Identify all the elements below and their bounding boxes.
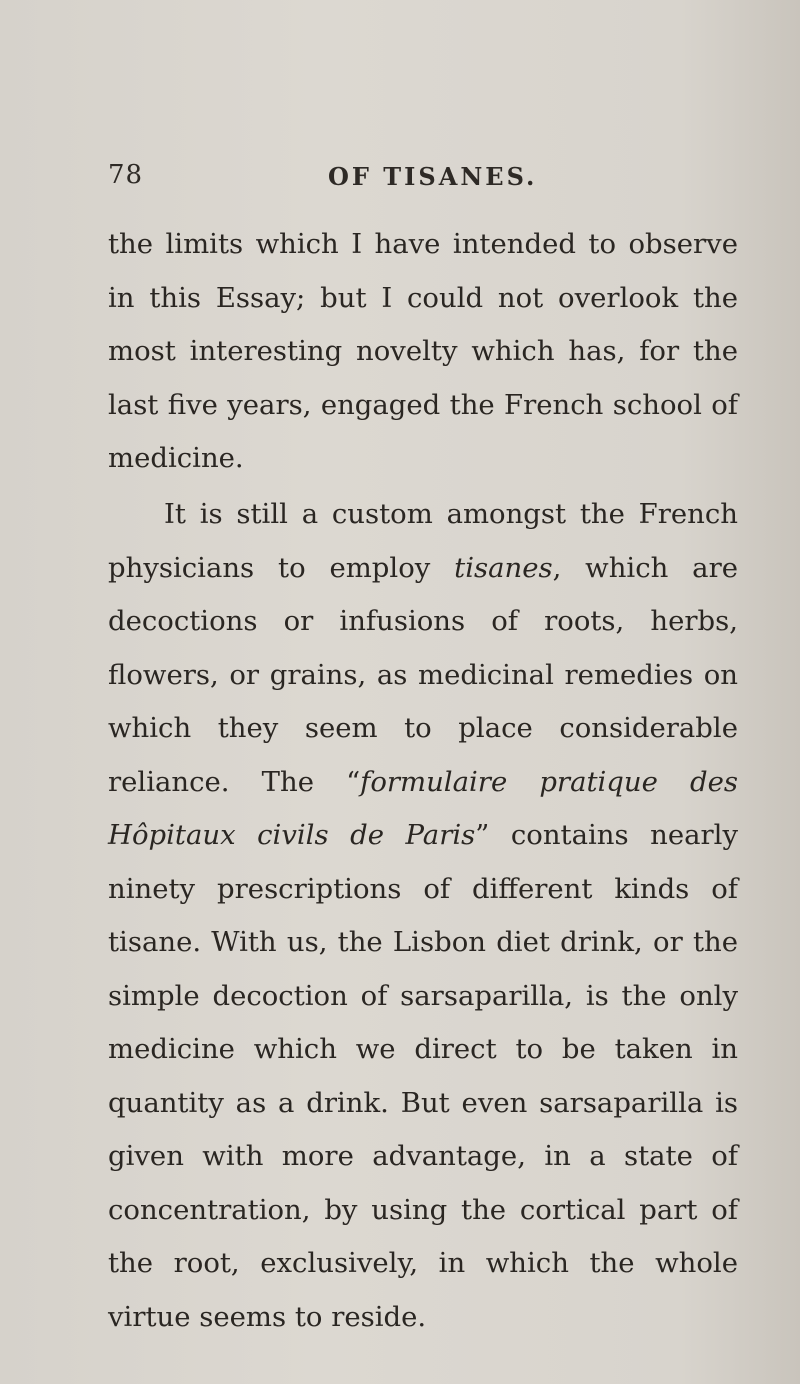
paragraph-2-text-b: , which are decoctions or infusions of roots, herbs, flowers, or grains, as medicinal remedies on which they seem to place considerable reliance. The “ [108, 551, 738, 798]
paragraph-2 [108, 488, 738, 1344]
paragraph-1 [108, 218, 738, 486]
paragraph-2-text-a: It is still a custom amongst the French physicians to employ [108, 498, 738, 584]
tisanes-term: tisanes [454, 551, 553, 584]
paragraph-2-text-c: ” contains nearly ninety prescriptions of different kinds of tisane. With us, the Lisbon diet drink, or the simple decoction of sarsaparilla, is the only medicine which we direct to be taken in quantity as a drink. But even sarsaparilla is given with more advantage, in a state of concentration, by using the cortical part of the root, exclusively, in which the whole virtue seems to reside. [108, 819, 738, 1333]
page-header [0, 160, 800, 200]
paragraph-1-text: the limits which I have intended to observe in this Essay; but I could not overlook the most interesting novelty which has, for the last five years, engaged the French school of medicine. [108, 228, 738, 474]
running-head: OF TISANES. [328, 162, 538, 191]
formulaire-title: formulaire pratique des Hôpitaux civils de Paris [108, 765, 738, 851]
page-number: 78 [108, 160, 144, 190]
